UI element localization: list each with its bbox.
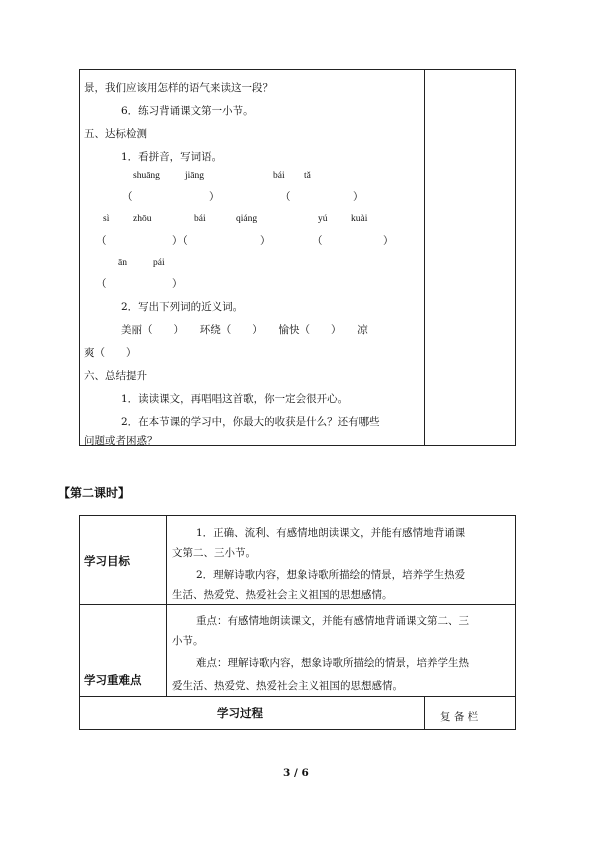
- lower-table-left-border: [79, 515, 80, 729]
- upper-table-right-border: [515, 69, 516, 445]
- pinyin: yú: [318, 214, 328, 224]
- upper-table-left-border: [79, 69, 80, 445]
- text-line: 景，我们应该用怎样的语气来读这一段？: [84, 82, 273, 94]
- lower-table-row-border: [79, 604, 516, 605]
- answer-paren: ）: [353, 191, 364, 203]
- answer-paren: ）: [260, 235, 271, 247]
- difficulty-line: 爱生活、热爱党、热爱社会主义祖国的思想感情。: [172, 680, 403, 692]
- synonym-line: 爽（ ）: [84, 347, 137, 359]
- upper-table-divider: [424, 69, 425, 445]
- section-heading: 六、总结提升: [84, 370, 147, 382]
- objective-line: 生活、热爱党、热爱社会主义祖国的思想感情。: [172, 589, 393, 601]
- pinyin: shuāng: [133, 171, 160, 181]
- pinyin: kuài: [351, 214, 368, 224]
- pinyin: jiāng: [185, 171, 204, 181]
- upper-table-top-border: [79, 69, 516, 70]
- text-line: 2．在本节课的学习中，你最大的收获是什么？还有哪些: [121, 416, 380, 428]
- answer-paren: （: [96, 278, 107, 290]
- process-label: 学习过程: [217, 706, 263, 720]
- difficulty-line: 重点：有感情地朗读课文，并能有感情地背诵课文第二、三: [196, 615, 469, 627]
- section-title: 【第二课时】: [58, 486, 131, 500]
- text-line: 问题或者困惑？: [84, 435, 158, 447]
- pinyin: bái: [273, 171, 285, 181]
- answer-paren: ）: [209, 191, 220, 203]
- section-heading: 五、达标检测: [84, 128, 147, 140]
- answer-paren: （: [122, 191, 133, 203]
- answer-paren: ）（: [172, 235, 188, 247]
- answer-paren: ）: [172, 278, 183, 290]
- answer-paren: ）: [383, 235, 394, 247]
- pinyin: tǎ: [304, 171, 311, 181]
- answer-paren: （: [312, 235, 323, 247]
- pinyin: zhōu: [133, 214, 152, 224]
- review-label: 复 备 栏: [440, 711, 479, 723]
- lower-table-row-border: [79, 696, 516, 697]
- difficulty-line: 难点：理解诗歌内容，想象诗歌所描绘的情景，培养学生热: [196, 657, 469, 669]
- objectives-label: 学习目标: [84, 554, 130, 568]
- pinyin: qiáng: [236, 214, 258, 224]
- difficulty-line: 小节。: [172, 635, 204, 647]
- page-number: 3 / 6: [283, 767, 309, 779]
- pinyin: bái: [194, 214, 206, 224]
- lower-table-review-divider: [424, 696, 425, 729]
- pinyin: ān: [118, 258, 127, 268]
- objective-line: 文第二、三小节。: [172, 547, 256, 559]
- exercise-title: 2．写出下列词的近义词。: [121, 301, 244, 313]
- text-line: 6．练习背诵课文第一小节。: [121, 105, 254, 117]
- synonym-line: 美丽（ ） 环绕（ ） 愉快（ ） 凉: [121, 324, 368, 336]
- exercise-title: 1．看拼音，写词语。: [121, 151, 223, 163]
- text-line: 1．读读课文，再唱唱这首歌，你一定会很开心。: [121, 393, 349, 405]
- lower-table-top-border: [79, 515, 516, 516]
- objective-line: 2．理解诗歌内容，想象诗歌所描绘的情景，培养学生热爱: [196, 569, 466, 581]
- objective-line: 1．正确、流利、有感情地朗读课文，并能有感情地背诵课: [196, 527, 466, 539]
- answer-paren: （: [96, 235, 107, 247]
- difficulty-label: 学习重难点: [84, 673, 142, 687]
- lower-table-bottom-border: [79, 729, 516, 730]
- lower-table-right-border: [515, 515, 516, 729]
- pinyin: sì: [103, 214, 110, 224]
- answer-paren: （: [280, 191, 291, 203]
- lower-table-label-divider: [166, 515, 167, 696]
- pinyin: pái: [153, 258, 165, 268]
